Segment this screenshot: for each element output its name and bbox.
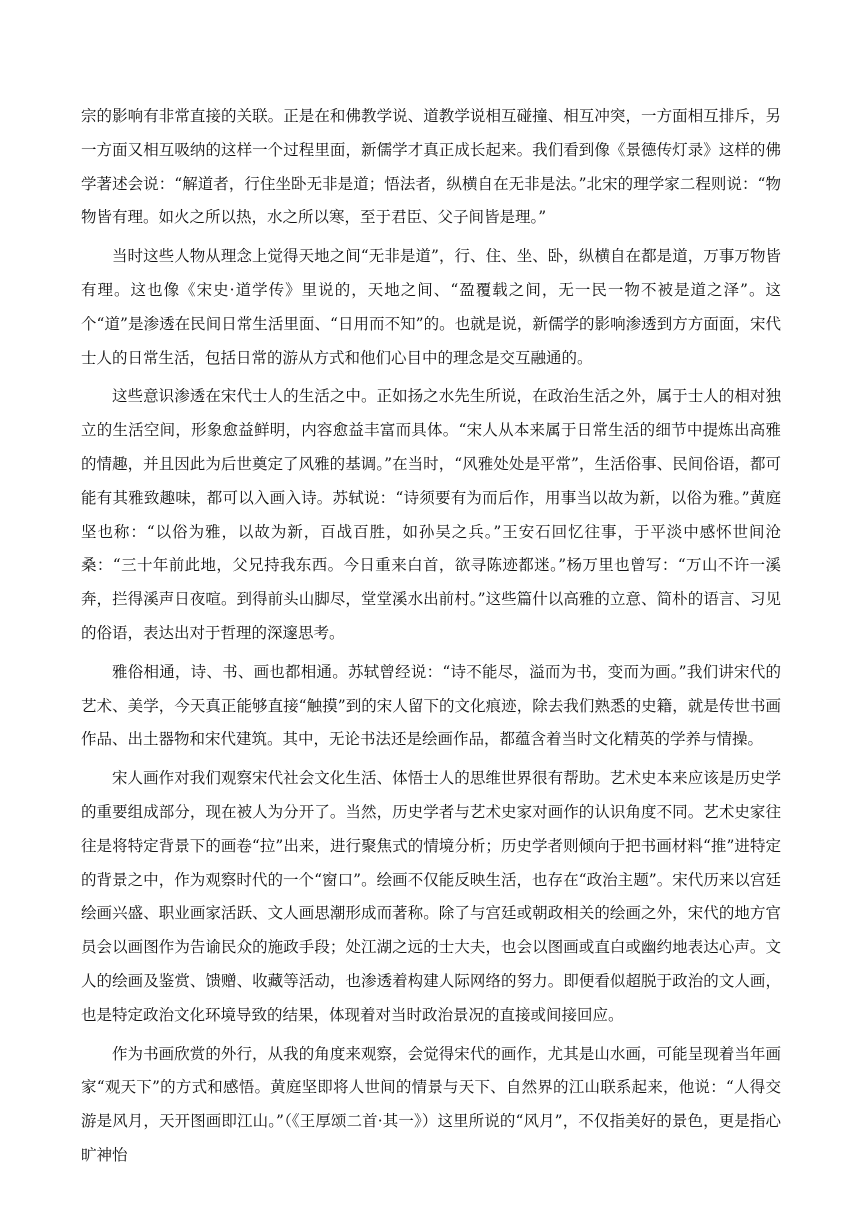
- paragraph: 宋人画作对我们观察宋代社会文化生活、体悟士人的思维世界很有帮助。艺术史本来应该是历史学的重要组成部分，现在被人为分开了。当然，历史学者与艺术史家对画作的认识角度不同。艺术史家往往是将特定背景下的画卷“拉”出来，进行聚焦式的情境分析；历史学者则倾向于把书画材料“推”进特定的背景之中，作为观察时代的一个“窗口”。绘画不仅能反映生活，也存在“政治主题”。宋代历来以宫廷绘画兴盛、职业画家活跃、文人画思潮形成而著称。除了与宫廷或朝政相关的绘画之外，宋代的地方官员会以画图作为告谕民众的施政手段；处江湖之远的士大夫，也会以图画或直白或幽约地表达心声。文人的绘画及鉴赏、馈赠、收藏等活动，也渗透着构建人际网络的努力。即便看似超脱于政治的文人画，也是特定政治文化环境导致的结果，体现着对当时政治景况的直接或间接回应。: [81, 769, 781, 1024]
- paragraph: 当时这些人物从理念上觉得天地之间“无非是道”，行、住、坐、卧，纵横自在都是道，万事万物皆有理。这也像《宋史·道学传》里说的，天地之间、“盈覆载之间，无一民一物不被是道之泽”。这个“道”是渗透在民间日常生活里面、“日用而不知”的。也就是说，新儒学的影响渗透到方方面面，宋代士人的日常生活，包括日常的游从方式和他们心目中的理念是交互融通的。: [81, 247, 781, 367]
- paragraph: 宗的影响有非常直接的关联。正是在和佛教学说、道教学说相互碰撞、相互冲突，一方面相互排斥，另一方面又相互吸纳的这样一个过程里面，新儒学才真正成长起来。我们看到像《景德传灯录》这样的佛学著述会说：“解道者，行住坐卧无非是道；悟法者，纵横自在无非是法。”北宋的理学家二程则说：“物物皆有理。如火之所以热，水之所以寒，至于君臣、父子间皆是理。”: [81, 107, 781, 227]
- paragraph: 雅俗相通，诗、书、画也都相通。苏轼曾经说：“诗不能尽，溢而为书，变而为画。”我们讲宋代的艺术、美学，今天真正能够直接“触摸”到的宋人留下的文化痕迹，除去我们熟悉的史籍，就是传世书画作品、出土器物和宋代建筑。其中，无论书法还是绘画作品，都蕴含着当时文化精英的学养与情操。: [81, 662, 781, 749]
- paragraph: 作为书画欣赏的外行，从我的角度来观察，会觉得宋代的画作，尤其是山水画，可能呈现着当年画家“观天下”的方式和感悟。黄庭坚即将人世间的情景与天下、自然界的江山联系起来，他说：“人得交游是风月，天开图画即江山。”（《王厚颂二首·其一》）这里所说的“风月”，不仅指美好的景色，更是指心旷神怡: [81, 1044, 781, 1164]
- paragraph: 这些意识渗透在宋代士人的生活之中。正如扬之水先生所说，在政治生活之外，属于士人的相对独立的生活空间，形象愈益鲜明，内容愈益丰富而具体。“宋人从本来属于日常生活的细节中提炼出高雅的情趣，并且因此为后世奠定了风雅的基调。”在当时，“风雅处处是平常”，生活俗事、民间俗语，都可能有其雅致趣味，都可以入画入诗。苏轼说：“诗须要有为而后作，用事当以故为新，以俗为雅。”黄庭坚也称：“以俗为雅，以故为新，百战百胜，如孙吴之兵。”王安石回忆往事，于平淡中感怀世间沧桑：“三十年前此地，父兄持我东西。今日重来白首，欲寻陈迹都迷。”杨万里也曾写：“万山不许一溪奔，拦得溪声日夜喧。到得前头山脚尽，堂堂溪水出前村。”这些篇什以高雅的立意、简朴的语言、习见的俗语，表达出对于哲理的深邃思考。: [81, 387, 781, 642]
- article-body: [81, 100, 781, 1178]
